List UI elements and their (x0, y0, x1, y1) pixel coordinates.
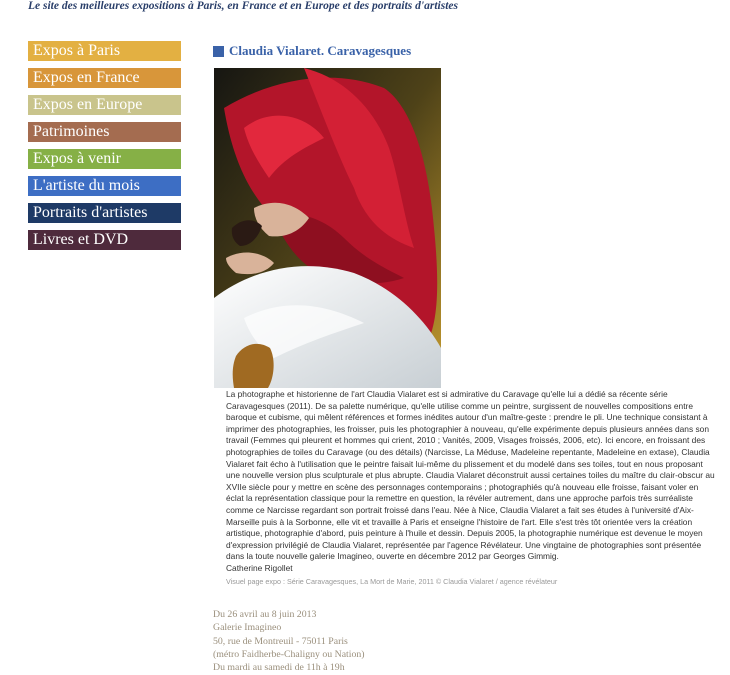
nav-expos-a-venir[interactable]: Expos à venir (28, 149, 181, 169)
article-title (213, 43, 411, 59)
title-bullet-square (213, 46, 224, 57)
main-navigation (28, 41, 181, 257)
gallery-address: 50, rue de Montreuil - 75011 Paris (213, 635, 348, 647)
article-body (226, 389, 716, 587)
exhibition-info (213, 608, 365, 674)
nav-expos-paris[interactable]: Expos à Paris (28, 41, 181, 61)
artwork-photo (214, 68, 441, 388)
metro-info: (métro Faidherbe-Chaligny ou Nation) (213, 648, 365, 660)
article-title-text: Claudia Vialaret. Caravagesques (229, 43, 412, 58)
site-tagline: Le site des meilleures expositions à Paris, en France et en Europe et des portraits d'artistes (28, 0, 458, 12)
opening-hours: Du mardi au samedi de 11h à 19h (213, 662, 345, 674)
nav-artiste-du-mois[interactable]: L'artiste du mois (28, 176, 181, 196)
artwork-photo-image (214, 68, 441, 388)
image-caption: Visuel page expo : Série Caravagesques, La Mort de Marie, 2011 © Claudia Vialaret / agence révélateur (226, 576, 558, 586)
exhibition-dates: Du 26 avril au 8 juin 2013 (213, 609, 317, 620)
nav-expos-europe[interactable]: Expos en Europe (28, 95, 181, 115)
author-signature: Catherine Rigollet (226, 562, 293, 573)
nav-patrimoines[interactable]: Patrimoines (28, 122, 181, 142)
gallery-name: Galerie Imagineo (213, 622, 282, 634)
nav-expos-france[interactable]: Expos en France (28, 68, 181, 88)
nav-livres-dvd[interactable]: Livres et DVD (28, 230, 181, 250)
article-paragraph: La photographe et historienne de l'art Claudia Vialaret est si admirative du Caravage qu'elle lui a dédié sa récente série Caravagesques (2011). De sa palette numérique, qu'elle utilise comme un peintre, surgissent de nouvelles compositions entre baroque et cubisme, qui mêlent références et formes inédites autour d'un maître-geste : prendre le pli. Une technique consistant à imprimer des photographies, les froisser, puis les photographier à nouveau, qu'elle expérimente depuis plusieurs années dans son travail (Femmes qui pleurent et hommes qui crient, 2010 ; Vanités, 2009, Visages froissés, 2006, etc). Ici encore, en froissant des photographies de toiles du Caravage (ou des détails) (Narcisse, La Méduse, Madeleine repentante, Madeleine en extase), Claudia Vialaret fait écho à l'utilisation que le peintre faisait lui-même du plissement et du modelé dans ses toiles, tout en nous proposant une nouvelle version plus sculpturale et plus abrupte. Claudia Vialaret déconstruit aussi certaines toiles du maître du clair-obscur au XVIIe siècle pour y mettre en scène des personnages contemporains ; photographiés qu'à nouveau elle froisse, faisant voler en éclat la représentation classique pour la remettre en question, la révéler autrement, dans une approche parfois très surréaliste comme ce Narcisse regardant son portrait froissé dans l'eau. Née à Nice, Claudia Vialaret a fait ses études à l'université d'Aix-Marseille puis à la Sorbonne, elle vit et travaille à Paris et enseigne l'histoire de l'art. Elle s'est très tôt orientée vers la création artistique, photographie d'abord, puis peinture à l'huile et dessin. Depuis 2005, la photographie numérique est devenue le moyen d'expression privilégié de Claudia Vialaret, représentée par l'agence Révélateur. Une vingtaine de photographies sont présentée dans la toute nouvelle galerie Imagineo, ouverte en décembre 2012 par Georges Gimmig. (226, 389, 715, 562)
nav-portraits-artistes[interactable]: Portraits d'artistes (28, 203, 181, 223)
